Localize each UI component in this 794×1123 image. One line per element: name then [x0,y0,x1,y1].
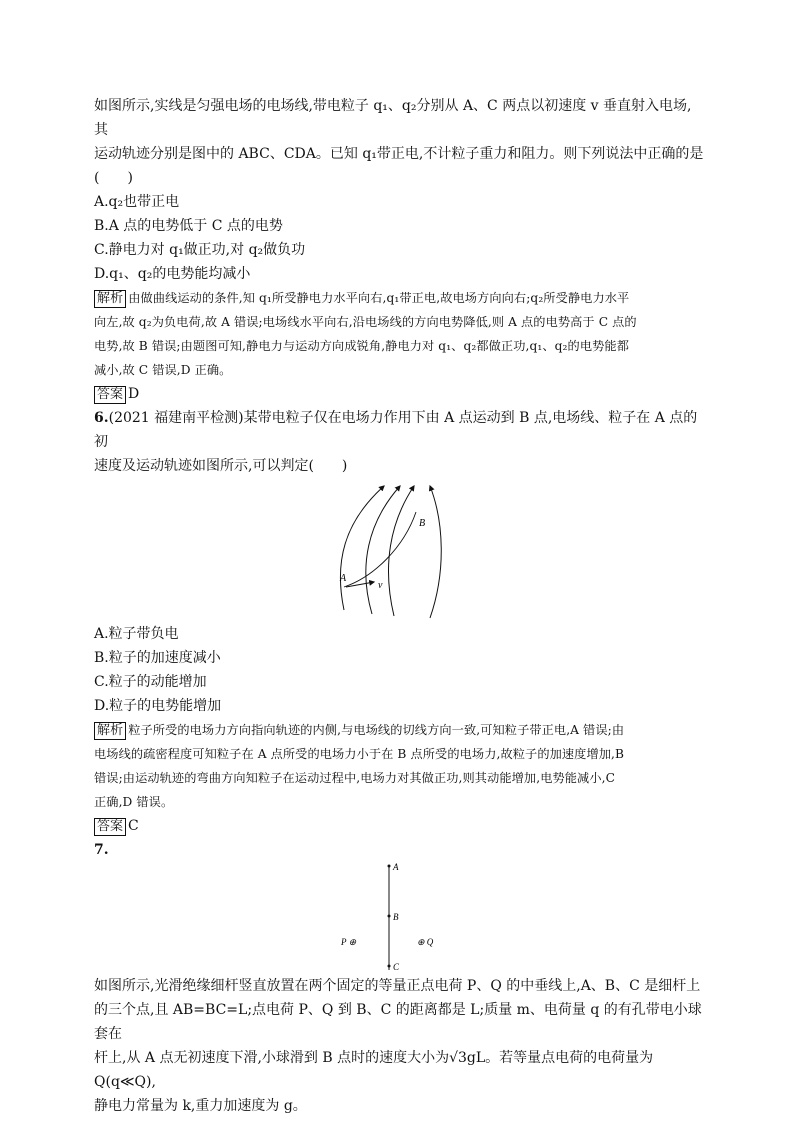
field-line-3 [388,486,414,616]
q6-number: 6. [94,410,109,426]
q7-number: 7. [94,842,109,858]
q5-option-c: C.静电力对 q₁做正功,对 q₂做负功 [94,242,306,258]
q5-analysis-line1: 由做曲线运动的条件,知 q₁所受静电力水平向右,q₁带正电,故电场方向向右;q₂所受静电力水平 [128,291,630,305]
label-b: B [419,518,426,529]
answer-label: 答案 [94,386,126,404]
q5-bracket: ( ) [94,170,133,186]
field-line-1 [340,486,384,610]
q6-analysis-line3: 错误;由运动轨迹的弯曲方向知粒子在运动过程中,电场力对其做正功,则其动能增加,电势能减小,C [94,771,616,785]
q5-analysis [94,286,704,310]
q6-option-b: B.粒子的加速度减小 [94,650,221,666]
q6-analysis-line4: 正确,D 错误。 [94,795,174,809]
q5-analysis-line4: 减小,故 C 错误,D 正确。 [94,363,232,377]
q5-option-d: D.q₁、q₂的电势能均减小 [94,266,251,282]
q5-answer [94,382,704,406]
label-a: A [393,862,399,872]
label-c: C [393,962,400,972]
q5-option-b: B.A 点的电势低于 C 点的电势 [94,218,283,234]
q6-analysis-line1: 粒子所受的电场力方向指向轨迹的内侧,与电场线的切线方向一致,可知粒子带正电,A 错误;由 [128,723,625,737]
trajectory [344,512,416,587]
q7-rod-figure [339,862,459,974]
answer-label: 答案 [94,818,126,836]
page-content [94,94,704,1118]
q7-stem-line2: 的三个点,且 AB=BC=L;点电荷 P、Q 到 B、C 的距离都是 L;质量 m、电荷量 q 的有孔带电小球套在 [94,1002,702,1042]
analysis-label: 解析 [94,290,126,308]
q6-analysis-line2: 电场线的疏密程度可知粒子在 A 点所受的电场力小于在 B 点所受的电场力,故粒子的加速度增加,B [94,747,625,761]
q7-stem-line1: 如图所示,光滑绝缘细杆竖直放置在两个固定的等量正点电荷 P、Q 的中垂线上,A、B、C 是细杆上 [94,978,701,994]
q7-stem-line4: 静电力常量为 k,重力加速度为 g。 [94,1098,307,1114]
label-a: A [340,573,347,584]
q6-answer-value: C [128,818,139,834]
q5-answer-value: D [128,386,140,402]
label-b: B [393,912,399,922]
q5-analysis-line3: 电势,故 B 错误;由题图可知,静电力与运动方向成锐角,静电力对 q₁、q₂都做正功,q₁、q₂的电势能都 [94,339,629,353]
q6-analysis [94,718,704,742]
charge-q: ⊕ Q [417,937,434,947]
field-line-4 [430,486,441,618]
charge-p: P ⊕ [341,937,357,947]
q6-stem-line2: 速度及运动轨迹如图所示,可以判定( ) [94,458,348,474]
q6-stem-line1: 6.(2021 福建南平检测)某带电粒子仅在电场力作用下由 A 点运动到 B 点,电场线、粒子在 A 点的初 [94,410,698,450]
q7-stem-line3: 杆上,从 A 点无初速度下滑,小球滑到 B 点时的速度大小为√3gL。若等量点电荷的电荷量为 Q(q≪Q), [94,1050,654,1090]
q5-option-a: A.q₂也带正电 [94,194,180,210]
q6-option-c: C.粒子的动能增加 [94,674,207,690]
q5-stem-line1: 如图所示,实线是匀强电场的电场线,带电粒子 q₁、q₂分别从 A、C 两点以初速度 v 垂直射入电场,其 [94,98,692,138]
label-v: v [378,580,383,591]
q6-option-a: A.粒子带负电 [94,626,179,642]
analysis-label: 解析 [94,722,126,740]
q6-option-d: D.粒子的电势能增加 [94,698,222,714]
q5-analysis-line2: 向左,故 q₂为负电荷,故 A 错误;电场线水平向右,沿电场线的方向电势降低,则 A 点的电势高于 C 点的 [94,315,637,329]
q5-stem-line2: 运动轨迹分别是图中的 ABC、CDA。已知 q₁带正电,不计粒子重力和阻力。则下列说法中正确的是 [94,146,704,162]
q6-field-figure [334,482,464,622]
q6-answer [94,814,704,838]
